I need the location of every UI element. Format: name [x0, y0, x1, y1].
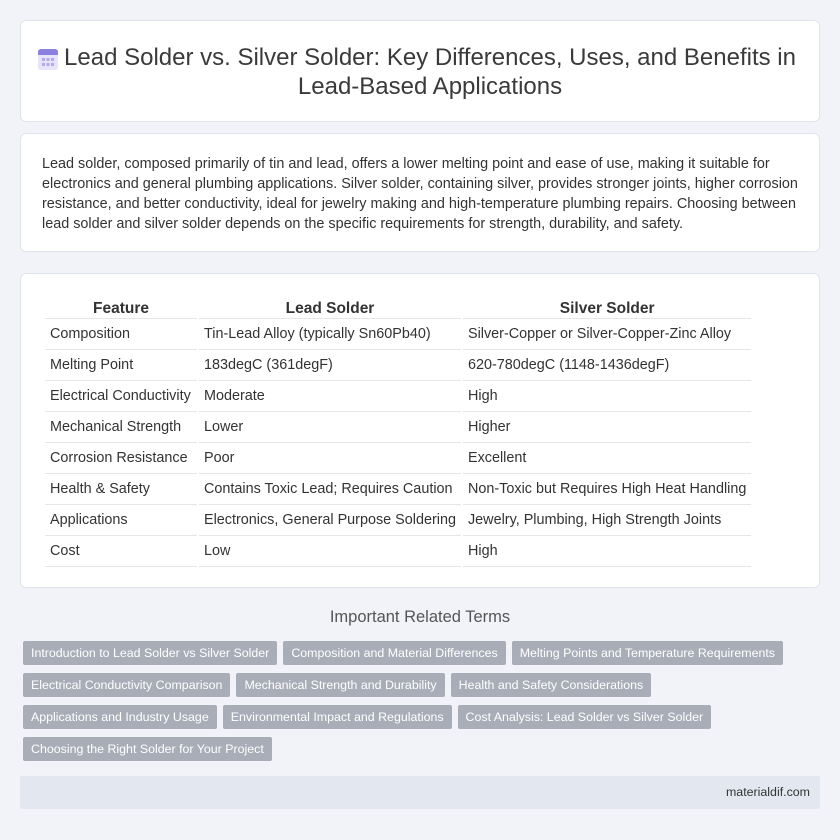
silver-cell: Silver-Copper or Silver-Copper-Zinc Alloy: [463, 319, 751, 350]
silver-cell: Jewelry, Plumbing, High Strength Joints: [463, 505, 751, 536]
related-term-tag[interactable]: Composition and Material Differences: [283, 641, 505, 665]
lead-cell: Contains Toxic Lead; Requires Caution: [199, 474, 461, 505]
table-row: [45, 474, 751, 505]
lead-cell: 183degC (361degF): [199, 350, 461, 381]
silver-cell: High: [463, 536, 751, 567]
table-row: [45, 412, 751, 443]
table-row: [45, 381, 751, 412]
header-lead-solder: Lead Solder: [199, 296, 461, 319]
header-feature: Feature: [45, 296, 197, 319]
title-card: [20, 20, 820, 122]
header-silver-solder: Silver Solder: [463, 296, 751, 319]
feature-cell: Melting Point: [45, 350, 197, 381]
feature-cell: Applications: [45, 505, 197, 536]
related-term-tag[interactable]: Applications and Industry Usage: [23, 705, 217, 729]
related-term-tag[interactable]: Environmental Impact and Regulations: [223, 705, 452, 729]
silver-cell: 620-780degC (1148-1436degF): [463, 350, 751, 381]
silver-cell: Non-Toxic but Requires High Heat Handling: [463, 474, 751, 505]
silver-cell: Higher: [463, 412, 751, 443]
comparison-card: [20, 273, 820, 588]
related-term-tag[interactable]: Choosing the Right Solder for Your Project: [23, 737, 272, 761]
lead-cell: Electronics, General Purpose Soldering: [199, 505, 461, 536]
table-row: [45, 443, 751, 474]
silver-cell: High: [463, 381, 751, 412]
related-term-tag[interactable]: Mechanical Strength and Durability: [236, 673, 444, 697]
table-row: [45, 505, 751, 536]
lead-cell: Poor: [199, 443, 461, 474]
feature-cell: Health & Safety: [45, 474, 197, 505]
related-term-tag[interactable]: Introduction to Lead Solder vs Silver Solder: [23, 641, 277, 665]
feature-cell: Composition: [45, 319, 197, 350]
lead-cell: Moderate: [199, 381, 461, 412]
feature-cell: Corrosion Resistance: [45, 443, 197, 474]
table-row: [45, 319, 751, 350]
table-header-row: [45, 296, 751, 319]
related-terms-title: Important Related Terms: [329, 608, 511, 626]
page-title: Lead Solder vs. Silver Solder: Key Differences, Uses, and Benefits in Lead-Based Applications: [64, 44, 796, 100]
table-row: [45, 350, 751, 381]
intro-card: [20, 133, 820, 252]
table-row: [45, 536, 751, 567]
feature-cell: Mechanical Strength: [45, 412, 197, 443]
lead-cell: Low: [199, 536, 461, 567]
intro-paragraph: Lead solder, composed primarily of tin and lead, offers a lower melting point and ease of use, making it suitable for electronics and general plumbing applications. Silver solder, containing silver, provides stronger joints, higher corrosion resistance, and better conductivity, ideal for jewelry making and high-temperature plumbing repairs. Choosing between lead solder and silver solder depends on the specific requirements for strength, durability, and safety.: [42, 156, 798, 232]
related-terms-list: [23, 641, 803, 761]
lead-cell: Tin-Lead Alloy (typically Sn60Pb40): [199, 319, 461, 350]
footer-site-link[interactable]: materialdif.com: [725, 785, 810, 799]
lead-cell: Lower: [199, 412, 461, 443]
calendar-icon: [37, 47, 59, 71]
related-term-tag[interactable]: Health and Safety Considerations: [451, 673, 652, 697]
comparison-table: [43, 296, 753, 567]
feature-cell: Cost: [45, 536, 197, 567]
related-term-tag[interactable]: Melting Points and Temperature Requirements: [512, 641, 783, 665]
related-term-tag[interactable]: Cost Analysis: Lead Solder vs Silver Solder: [458, 705, 712, 729]
feature-cell: Electrical Conductivity: [45, 381, 197, 412]
related-term-tag[interactable]: Electrical Conductivity Comparison: [23, 673, 230, 697]
footer: [20, 776, 820, 809]
silver-cell: Excellent: [463, 443, 751, 474]
